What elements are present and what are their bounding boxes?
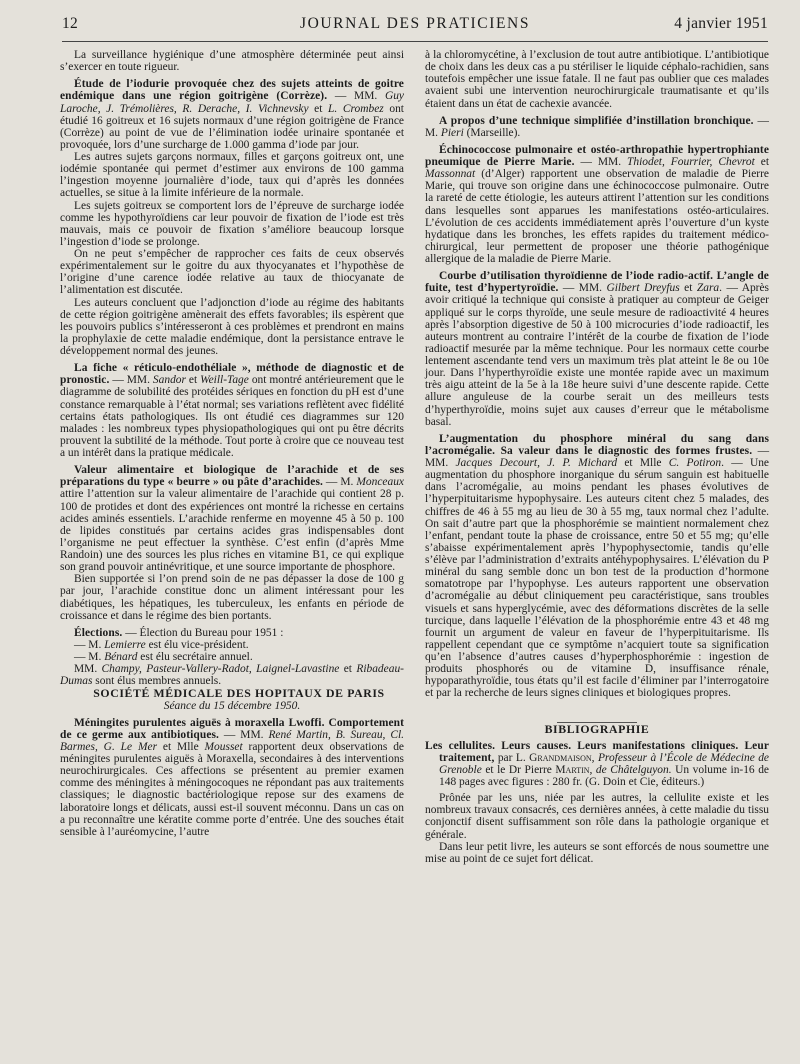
article-meningites: Méningites purulentes aiguës à moraxella Lwoffi. Comportement de ce germe aux antibiotiques. — MM. René Martin, B. Sureau, Cl. Barmes, G. Le Mer et Mlle Mousset rapportent deux observations de méningites purulentes aiguës à Moraxella, secondaires à des interventions neurochirurgicales. Ces affections se présentent au premier examen comme des méningites à méningocoques ne répondant pas aux traitements classiques; le diagnostic bactériologique repose sur des examens de laboratoire longs et délicats, aussi est-il souvent méconnu. Dans un cas on a pu reconnaître une kératite comme porte d’entrée. Une des souches était sensible à l’auréomycine, l’autre bbox=[60, 716, 404, 838]
article-title: Échinococcose pulmonaire et ostéo-arthropathie hypertrophiante pneumique de Pierre Marie. bbox=[425, 143, 769, 168]
article-title: La fiche « réticulo-endothéliale », méthode de diagnostic et de pronostic. bbox=[60, 362, 404, 387]
paragraph: Les auteurs concluent que l’adjonction d’iode au régime des habitants de cette région goitrigène amènerait des effets favorables; ils espèrent que les pouvoirs publics s’intéresseront à ces problèmes et prendront en mains la prophylaxie de cette maladie endémique, dont la persistance entrave le développement normal des jeunes. bbox=[60, 296, 404, 357]
article-echinococcose: Échinococcose pulmonaire et ostéo-arthropathie hypertrophiante pneumique de Pierre Marie. — MM. Thiodet, Fourrier, Chevrot et Massonnat (d’Alger) rapportent une observation de maladie de Pierre Marie, qui trouve son origine dans une échinococcose pulmonaire. Outre la rareté de cette étiologie, les auteurs attirent l’attention sur les conditions dans lesquelles sont apparues les manifestations ostéo-articulaires. L’évolution de ces accidents immédiatement après l’ouverture d’un kyste hydatique dans les bronches, les effets rapides du traitement médico-chirurgical, leur permettent de proposer une théorie pathogénique allergique de la maladie de Pierre Marie. bbox=[425, 143, 770, 265]
continued-paragraph: à la chloromycétine, à l’exclusion de tout autre antibiotique. L’antibiotique de choix dans les deux cas a pu stériliser le liquide céphalo-rachidien, sans toutefois empêcher une issue fatale. Il ne faut pas oublier que ces malades avaient subi une intervention neurochirurgicale traumatisante et qu’ils étaient dans un état de cachexie avancée. bbox=[425, 49, 769, 110]
article-phosphore: L’augmentation du phosphore minéral du sang dans l’acromégalie. Sa valeur dans le diagnostic des formes frustes. — MM. Jacques Decourt, J. P. Michard et Mlle C. Potiron. — Une augmentation du phosphore inorganique du sérum sanguin est habituelle dans l’acromégalie, au moins pendant les phases évolutives de l’hyperpituitarisme hypophysaire. Les auteurs citent chez 5 malades, des chiffres de 46 à 55 mg au lieu de 30 à 55 mg, taux normal chez l’adulte. On sait d’autre part que la phosphorémie se maintient normalement chez l’enfant, pendant toute la phase de croissance, entre 50 et 55 mg; qu’elle s’abaisse expérimentalement après l’hypophysectomie, tandis qu’elle s’élève par l’administration d’extraits antéhypophysaires. L’élévation du P minéral du sang semble donc un bon test de la production d’hormone somatotrope par l’hypophyse. Les auteurs rapportent une observation d’acromégalie au début cliniquement peu caractéristique, sans troubles visuels et sans hyperglycémie, avec des déformations discrètes de la selle turcique, dans laquelle l’élévation de la phosphorémie entre 43 et 48 mg fournit un argument de valeur en faveur de l’hyperpituitarisme. Ils rappellent cependant que ce symptôme n’acquiert toute sa signification qu’en l’absence d’autres causes d’hyperphosphorémie : ingestion de produits phosphorés ou de vitamine D, insuffisance rénale, hypoparathyroïdie, tous états qu’il est facile d’éliminer par l’interrogatoire et par la recherche de leurs signes cliniques et biologiques propres. bbox=[425, 432, 770, 700]
session-date: Séance du 15 décembre 1950. bbox=[163, 699, 301, 712]
book-title: Les cellulites. Leurs causes. Leurs manifestations cliniques. Leur traitement, bbox=[425, 739, 769, 764]
paragraph: Les autres sujets garçons normaux, filles et garçons goitreux ont, une iodémie spontanée qui permet d’estimer aux environs de 100 gamma l’ingestion moyenne journalière d’iode, taux qui d’après les données actuelles, se situe à la limite inférieure de la normale. bbox=[60, 151, 404, 200]
article-title: Courbe d’utilisation thyroïdienne de l’iode radio-actif. L’angle de fuite, test d’hypertyroïdie. bbox=[425, 270, 769, 295]
article-title: L’augmentation du phosphore minéral du sang dans l’acromégalie. Sa valeur dans le diagnostic des formes frustes. bbox=[425, 432, 769, 457]
article-title: Étude de l’iodurie provoquée chez des sujets atteints de goitre endémique dans une région goitrigène (Corrèze). bbox=[60, 78, 404, 103]
article-title: Méningites purulentes aiguës à moraxella Lwoffi. Comportement de ce germe aux antibiotiques. bbox=[60, 716, 404, 741]
page-number: 12 bbox=[62, 15, 79, 32]
society-heading: SOCIÉTÉ MÉDICALE DES HOPITAUX DE PARIS bbox=[93, 686, 385, 701]
left-column bbox=[60, 49, 404, 838]
article-propos: A propos d’une technique simplifiée d’instillation bronchique. — M. Pieri (Marseille). bbox=[425, 114, 769, 139]
issue-date: 4 janvier 1951 bbox=[674, 15, 768, 32]
bibliography-heading: BIBLIOGRAPHIE bbox=[544, 721, 650, 736]
elections: Élections. — Élection du Bureau pour 1951 : bbox=[74, 626, 284, 639]
paragraph: Bien supportée si l’on prend soin de ne pas dépasser la dose de 100 g par jour, l’arachide constitue donc un aliment intéressant pour les diabétiques, les hépatiques, les tuberculeux, les enfants en période de croissance et dans le régime des bien portants. bbox=[60, 573, 404, 622]
election-line: — M. Lemierre est élu vice-président. bbox=[74, 638, 249, 651]
paragraph: Dans leur petit livre, les auteurs se sont efforcés de nous soumettre une mise au point de ce sujet fort délicat. bbox=[425, 840, 769, 865]
paragraph: Prônée par les uns, niée par les autres, la cellulite existe et les nombreux travaux consacrés, ces dernières années, à cette maladie du tissu conjonctif disent suffisamment son rôle dans la pathologie organique et générale. bbox=[425, 792, 769, 841]
election-line: MM. Champy, Pasteur-Vallery-Radot, Laignel-Lavastine et Ribadeau-Dumas sont élus membres annuels. bbox=[60, 663, 404, 688]
article-courbe: Courbe d’utilisation thyroïdienne de l’iode radio-actif. L’angle de fuite, test d’hypertyroïdie. — MM. Gilbert Dreyfus et Zara. — Après avoir critiqué la technique qui consiste à pratiquer au compteur de Geiger appliqué sur le corps thyroïde, une seule mesure de radioactivité 4 heures après l’absorption digestive de 50 à 100 microcuries d’iode radioactif, les auteurs montrent au contraire l’intérêt de la courbe de fixation de l’iode radioactif mesurée par la même technique. Pour les normaux cette courbe lentement ascendante tend vers un maximum très plat atteint le 8e ou 10e jour. Dans l’hyperthyroïdie existe une montée rapide avec un maximum très aigu atteint de la 5e à la 18e heure suivi d’une descente rapide. Cette allure anguleuse de la courbe serait un des meilleurs tests d’hyperthyroïdie, moins sujet aux causes d’erreur que le métabolisme basal. bbox=[425, 270, 770, 428]
header-rule bbox=[62, 41, 768, 42]
right-column bbox=[425, 49, 769, 865]
paragraph: Les sujets goitreux se comportent lors de l’épreuve de surcharge iodée comme les hypothyroïdiens car leur pouvoir de fixation de l’iode est très mauvais, mais ce pouvoir de fixation s’améliore beaucoup lorsque l’ingestion d’iode se prolonge. bbox=[60, 199, 404, 248]
paragraph: On ne peut s’empêcher de rapprocher ces faits de ceux observés expérimentalement sur le goitre du aux thyocyanates et l’hypothèse de l’origine d’une carence iodée relative au taux de thiocyanate de l’alimentation est discutée. bbox=[60, 248, 404, 297]
page-header bbox=[62, 15, 768, 39]
article-arachide: Valeur alimentaire et biologique de l’arachide et de ses préparations du type « beurre » ou pâte d’arachides. — M. Monceaux attire l’attention sur la valeur alimentaire de l’arachide qui contient 28 p. 100 de protides et dont des expériences ont montré la richesse en certains acides aminés essentiels. L’arachide renferme en moyenne 45 à 50 p. 100 de lipides constitués par certains acides gras indispensables dont l’organisme ne peut effectuer la synthèse. C’est enfin (d’après Mme Randoin) une des sources les plus riches en vitamine B1, ce qui explique son grand pouvoir antinévritique, et une source importante de phosphore. bbox=[60, 464, 404, 574]
article-authors: Guy Laroche, J. Trémolières, R. Derache, I. Vichnevsky bbox=[60, 90, 405, 115]
article-iodurie: Étude de l’iodurie provoquée chez des sujets atteints de goitre endémique dans une région goitrigène (Corrèze). — MM. Guy Laroche, J. Trémolières, R. Derache, I. Vichnevsky et L. Crombez ont étudié 16 goitreux et 16 sujets normaux d’une région goitrigène de France (Corrèze) au point de vue de l’élimination iodée urinaire spontanée et provoquée, lors d’une surcharge de 1.000 gamma d’iode par jour. bbox=[60, 78, 405, 151]
article-fiche: La fiche « réticulo-endothéliale », méthode de diagnostic et de pronostic. — MM. Sandor et Weill-Tage ont montré antérieurement que le diagramme de solubilité des protéides sériques en fonction du pH est d’une constance remarquable à l’état normal; ses variations reflètent avec fidélité certains états pathologiques. Ils ont étudié ces diagrammes sur 120 malades : les nombreux types physiopathologiques qui ont pu être décrits prouvent la subtilité de la méthode. Tout porte à croire que ce nouveau test a un intérêt dans la pratique médicale. bbox=[60, 362, 404, 459]
elections-title: Élections. bbox=[74, 626, 123, 639]
article-title: A propos d’une technique simplifiée d’instillation bronchique. bbox=[439, 114, 754, 127]
intro-paragraph: La surveillance hygiénique d’une atmosphère déterminée peut ainsi s’exercer en toute rigueur. bbox=[60, 49, 404, 74]
journal-title: JOURNAL DES PRATICIENS bbox=[299, 15, 531, 32]
election-line: — M. Bénard est élu secrétaire annuel. bbox=[74, 651, 253, 663]
article-title: Valeur alimentaire et biologique de l’arachide et de ses préparations du type « beurre » ou pâte d’arachides. bbox=[60, 464, 404, 489]
book-entry: Les cellulites. Leurs causes. Leurs manifestations cliniques. Leur traitement, par L. Grandmaison, Professeur à l’École de Médecine de Grenoble et le Dr Pierre Martin, de Châtelguyon. Un volume in-16 de 148 pages avec figures : 280 fr. (G. Doin et Cie, éditeurs.) bbox=[425, 739, 770, 788]
